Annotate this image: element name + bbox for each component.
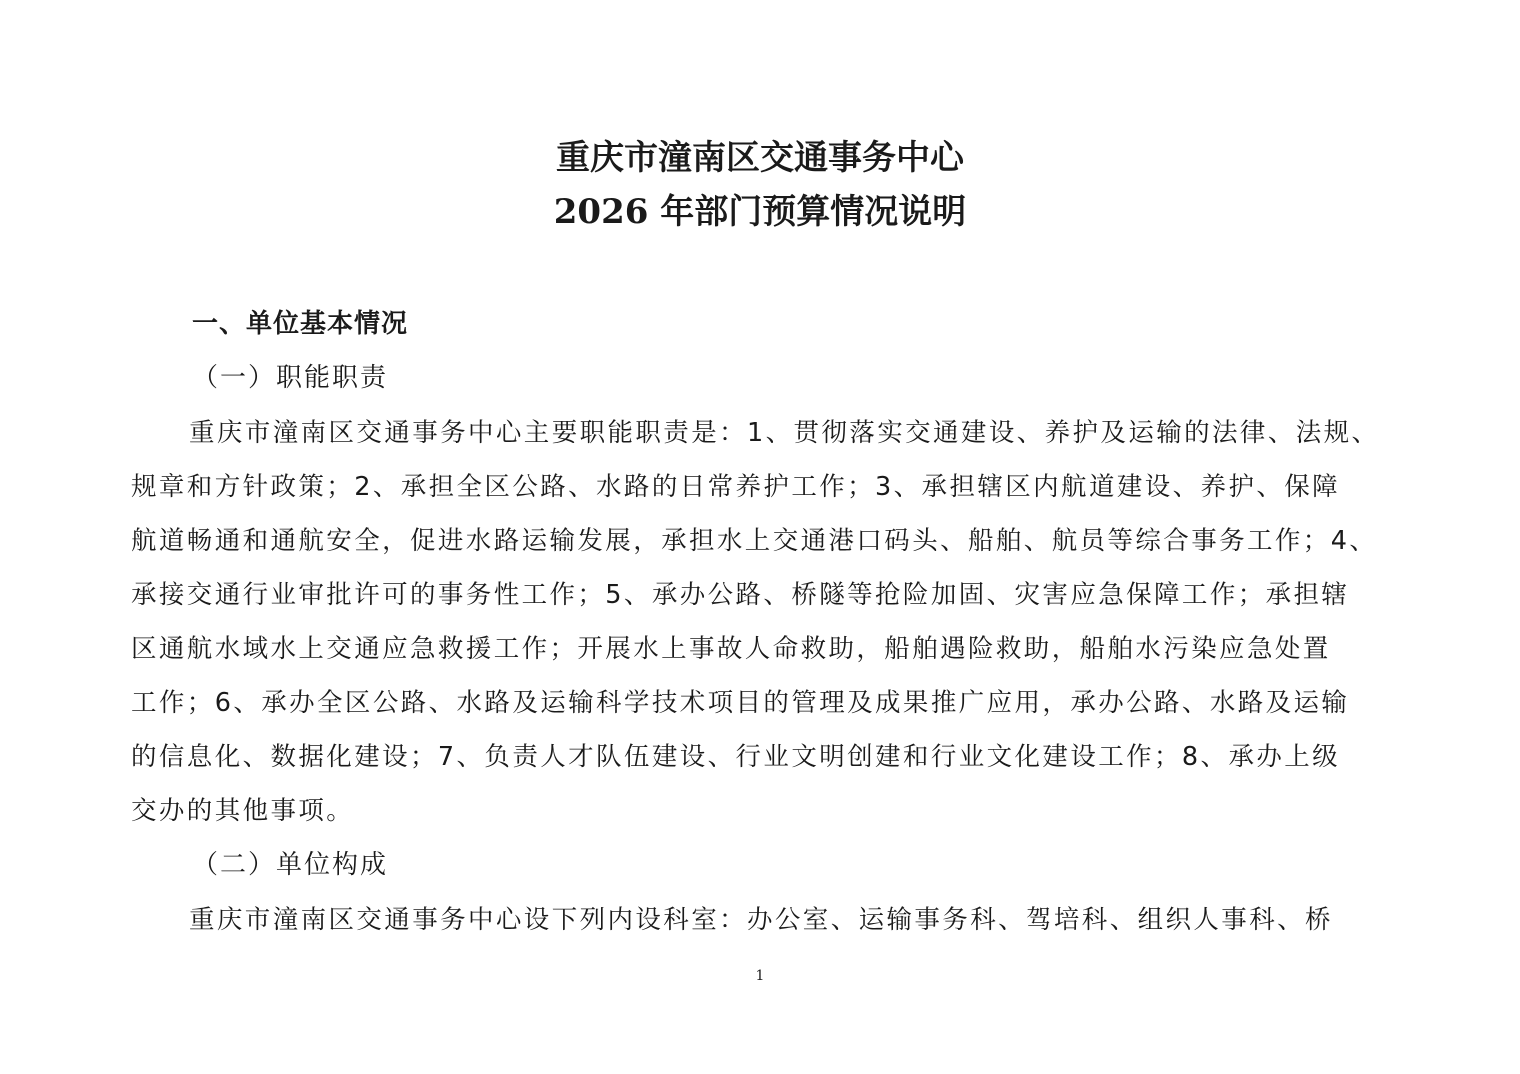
- paragraph-composition: [131, 900, 1381, 954]
- paragraph-line: 规章和方针政策；2、承担全区公路、水路的日常养护工作；3、承担辖区内航道建设、养护、保障: [131, 472, 1341, 502]
- page-number: 1: [755, 968, 765, 984]
- subsection-heading-composition: （二）单位构成: [192, 850, 389, 880]
- subsection-heading-functions: （一）职能职责: [192, 363, 389, 393]
- paragraph-line: 重庆市潼南区交通事务中心设下列内设科室：办公室、运输事务科、驾培科、组织人事科、桥: [189, 905, 1333, 935]
- paragraph-line: 承接交通行业审批许可的事务性工作；5、承办公路、桥隧等抢险加固、灾害应急保障工作；承担辖: [131, 580, 1350, 610]
- document-title-line2: 2026 年部门预算情况说明: [553, 192, 967, 232]
- paragraph-line: 交办的其他事项。: [131, 796, 355, 826]
- paragraph-functions: [131, 413, 1381, 845]
- paragraph-line: 工作；6、承办全区公路、水路及运输科学技术项目的管理及成果推广应用，承办公路、水路及运输: [131, 688, 1350, 718]
- document-title-line1: 重庆市潼南区交通事务中心: [556, 138, 964, 178]
- paragraph-line: 的信息化、数据化建设；7、负责人才队伍建设、行业文明创建和行业文化建设工作；8、承办上级: [131, 742, 1341, 772]
- section-heading-basic-info: 一、单位基本情况: [192, 309, 409, 339]
- paragraph-line: 重庆市潼南区交通事务中心主要职能职责是：1、贯彻落实交通建设、养护及运输的法律、法规、: [189, 418, 1380, 448]
- paragraph-line: 航道畅通和通航安全，促进水路运输发展，承担水上交通港口码头、船舶、航员等综合事务工作；4、: [131, 526, 1378, 556]
- paragraph-line: 区通航水域水上交通应急救援工作；开展水上事故人命救助，船舶遇险救助，船舶水污染应急处置: [131, 634, 1331, 664]
